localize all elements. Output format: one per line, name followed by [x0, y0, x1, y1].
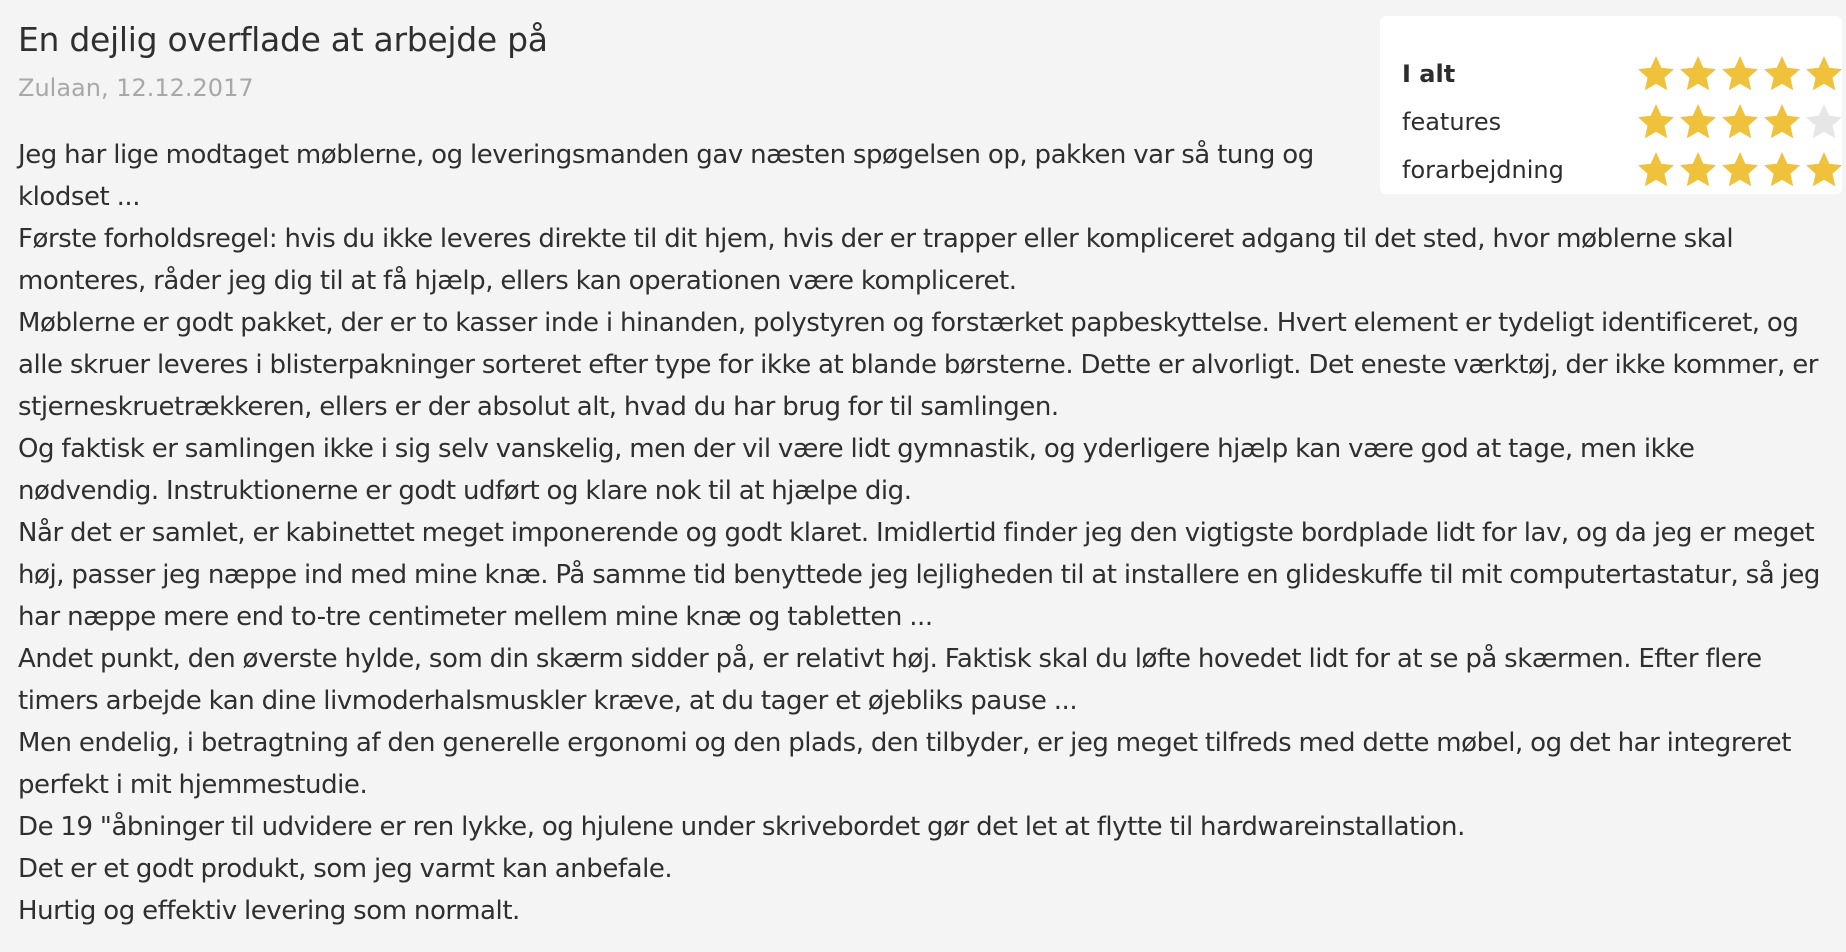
review-paragraph: Når det er samlet, er kabinettet meget imponerende og godt klaret. Imidlertid finder jeg den vigtigste bordplade lidt for lav, og da jeg er meget høj, passer jeg næppe ind med mine knæ. På samme tid benyttede jeg lejligheden til at installere en glideskuffe til mit computertastatur, så jeg har næppe mere end to-tre centimeter mellem mine knæ og tabletten ... [18, 518, 1820, 632]
review-paragraph: Det er et godt produkt, som jeg varmt kan anbefale. [18, 854, 673, 884]
star-icon [1804, 54, 1844, 94]
review-paragraph: Første forholdsregel: hvis du ikke leveres direkte til dit hjem, hvis der er trapper eller kompliceret adgang til det sted, hvor møblerne skal monteres, råder jeg dig til at få hjælp, ellers kan operationen være kompliceret. [18, 224, 1734, 296]
review-author-date: Zulaan, 12.12.2017 [18, 74, 254, 102]
star-rating [1636, 54, 1846, 94]
rating-row-overall [1402, 54, 1822, 94]
review-paragraph: Møblerne er godt pakket, der er to kasser inde i hinanden, polystyren og forstærket papbeskyttelse. Hvert element er tydeligt identificeret, og alle skruer leveres i blisterpakninger sorteret efter type for ikke at blande børsterne. Dette er alvorligt. Det eneste værktøj, der ikke kommer, er stjerneskruetrækkeren, ellers er der absolut alt, hvad du har brug for til samlingen. [18, 308, 1819, 422]
rating-label: features [1402, 108, 1502, 136]
review-title: En dejlig overflade at arbejde på [18, 20, 548, 59]
review-paragraph: Og faktisk er samlingen ikke i sig selv vanskelig, men der vil være lidt gymnastik, og yderligere hjælp kan være god at tage, men ikke nødvendig. Instruktionerne er godt udført og klare nok til at hjælpe dig. [18, 434, 1695, 506]
rating-label: forarbejdning [1402, 156, 1564, 184]
star-icon [1762, 54, 1802, 94]
star-icon [1678, 54, 1718, 94]
review-paragraph: Men endelig, i betragtning af den generelle ergonomi og den plads, den tilbyder, er jeg meget tilfreds med dette møbel, og det har integreret perfekt i mit hjemmestudie. [18, 728, 1792, 800]
review-paragraph: Jeg har lige modtaget møblerne, og leveringsmanden gav næsten spøgelsen op, pakken var så tung og klodset ... [18, 140, 1314, 212]
rating-label: I alt [1402, 60, 1456, 88]
review-paragraph: Andet punkt, den øverste hylde, som din skærm sidder på, er relativt høj. Faktisk skal du løfte hovedet lidt for at se på skærmen. Efter flere timers arbejde kan dine livmoderhalsmuskler kræve, at du tager et øjebliks pause ... [18, 644, 1762, 716]
star-icon [1720, 54, 1760, 94]
review-body [18, 134, 1828, 932]
star-icon [1636, 54, 1676, 94]
review-paragraph: De 19 "åbninger til udvidere er ren lykke, og hjulene under skrivebordet gør det let at flytte til hardwareinstallation. [18, 812, 1465, 842]
review-paragraph: Hurtig og effektiv levering som normalt. [18, 896, 520, 926]
